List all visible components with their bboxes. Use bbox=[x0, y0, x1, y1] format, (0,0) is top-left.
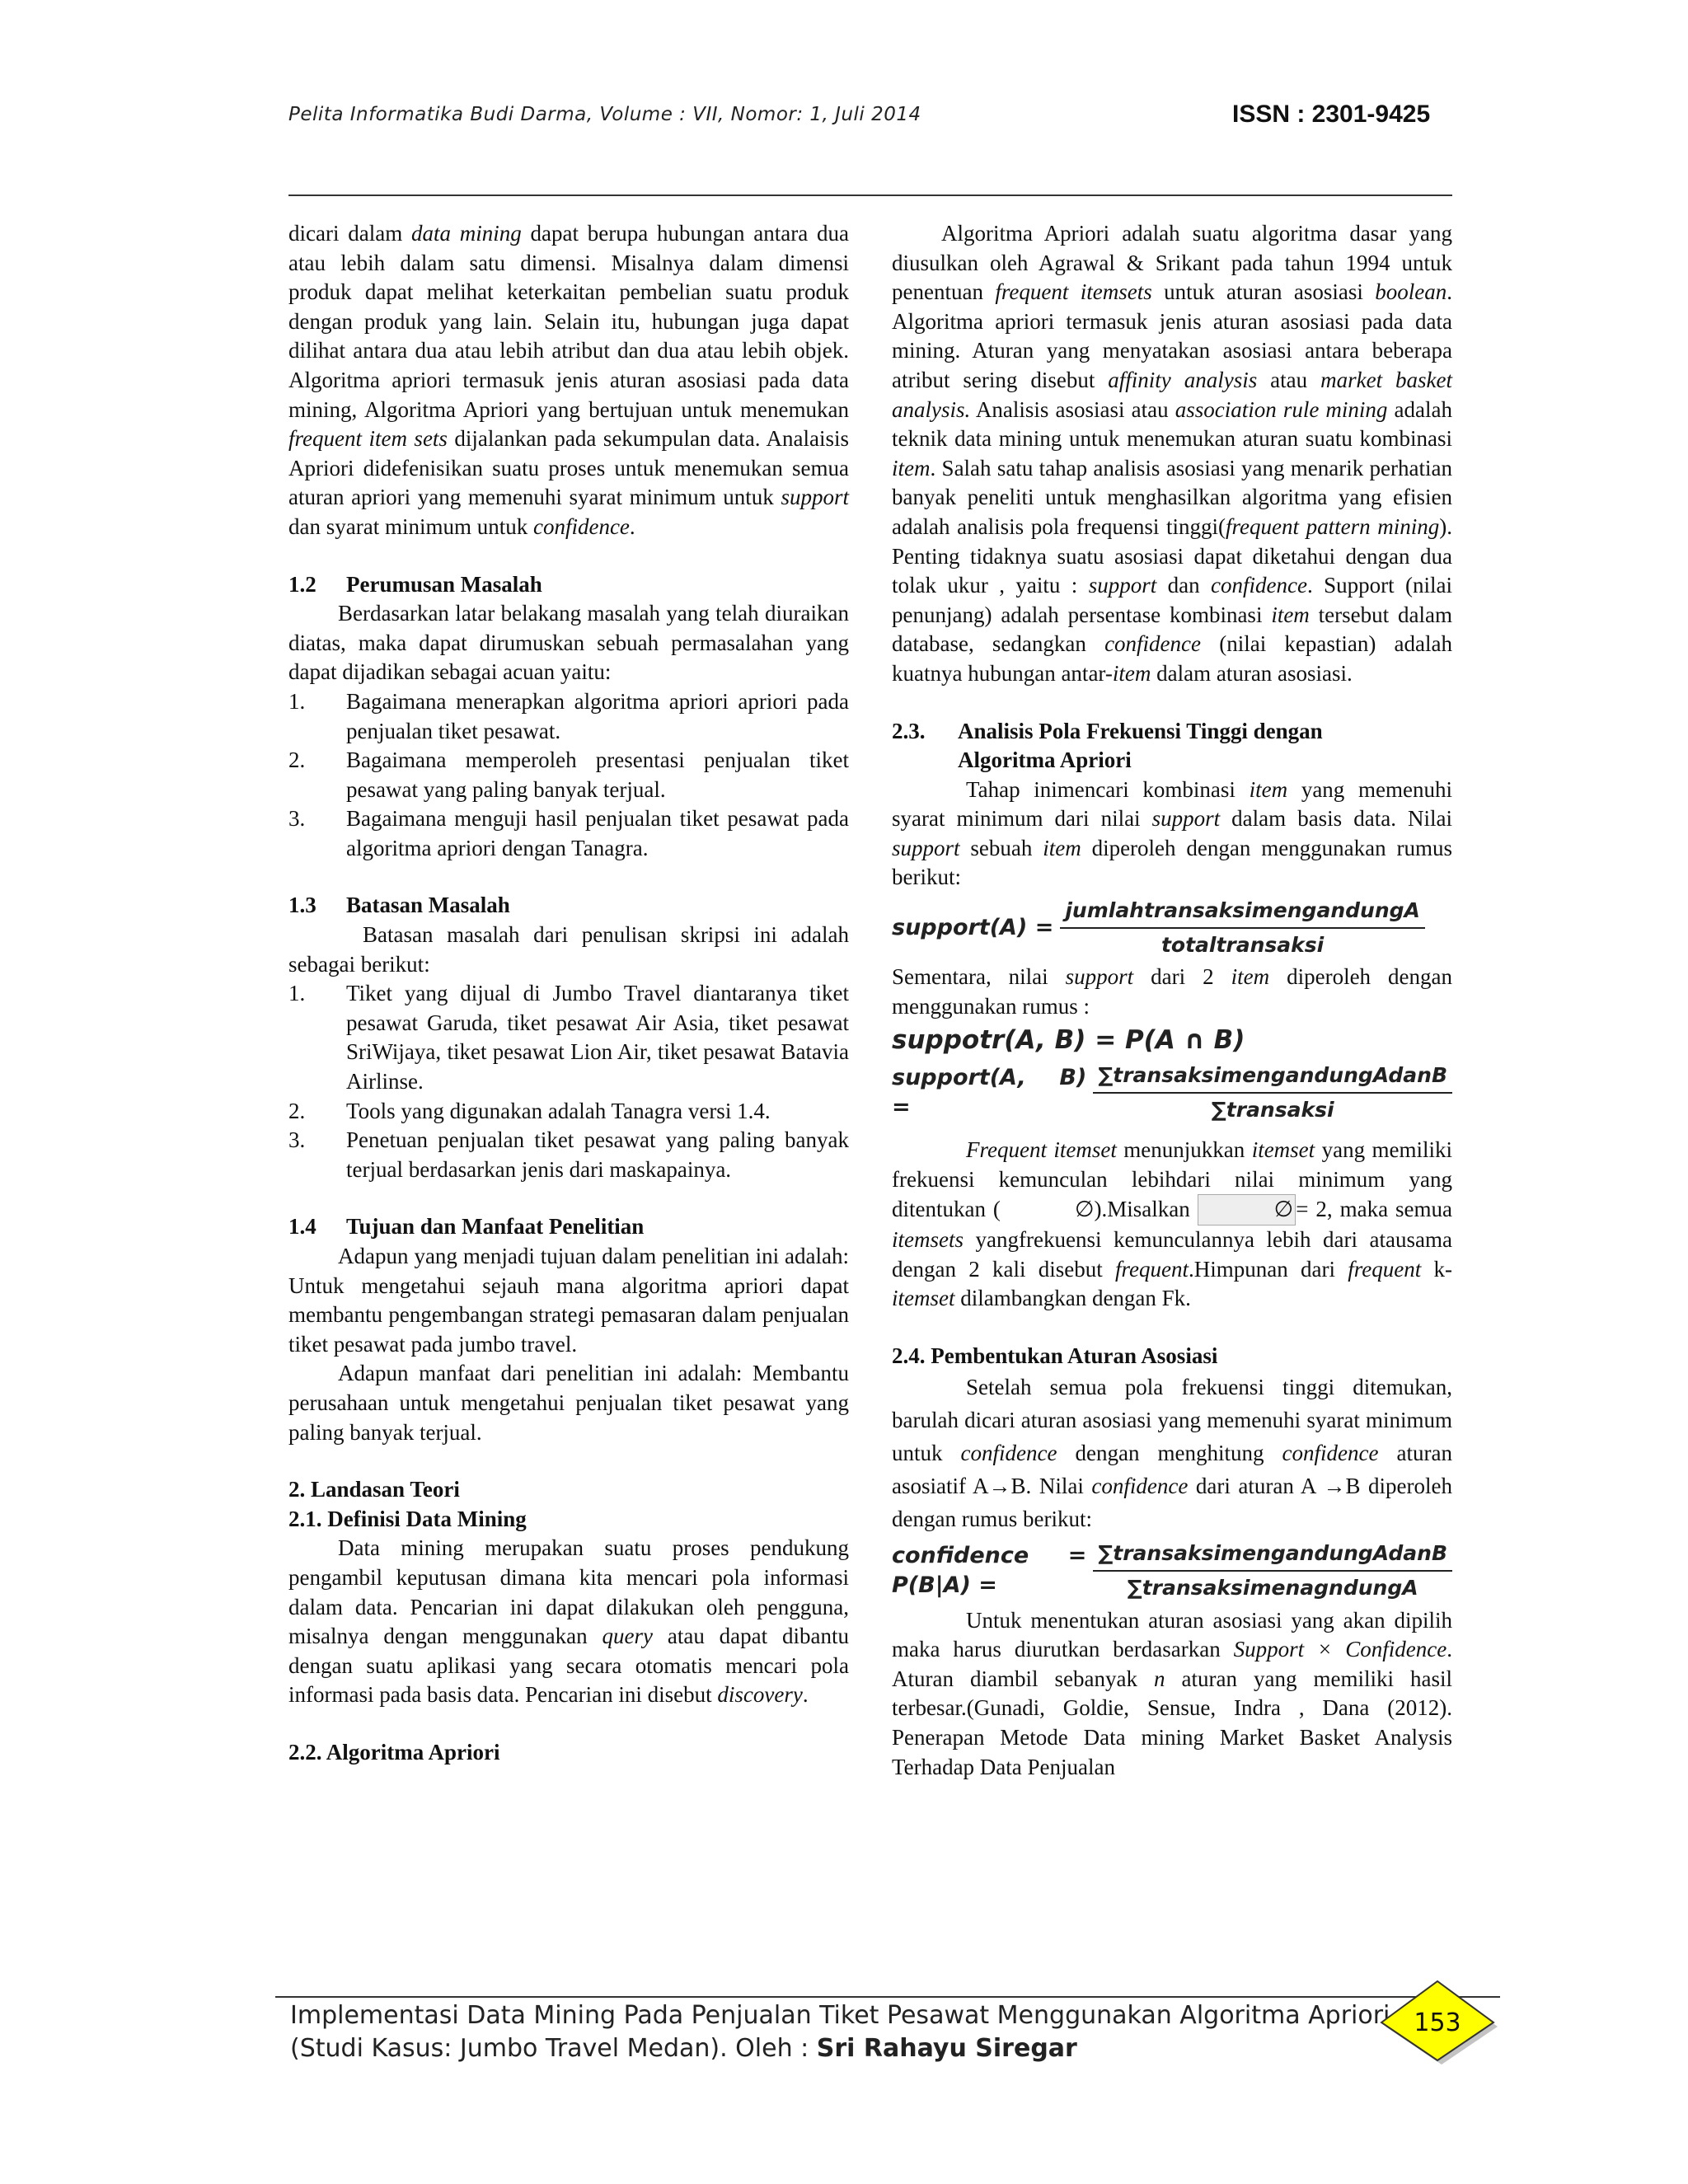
footer-rule bbox=[275, 1996, 1500, 1998]
section-1-2-intro: Berdasarkan latar belakang masalah yang telah diuraikan diatas, maka dapat dirumuskan sebuah permasalahan yang dapat dijadikan sebagai acuan yaitu: bbox=[288, 601, 849, 685]
list-item: 3. Bagaimana menguji hasil penjualan tiket pesawat pada algoritma apriori dengan Tanagra. bbox=[288, 806, 849, 860]
section-2-4-rule-paragraph: Untuk menentukan aturan asosiasi yang akan dipilih maka harus diurutkan berdasarkan Support × Confidence. Aturan diambil sebanyak n aturan yang memiliki hasil terbesar.(Gunadi, Goldie, Sensue, Indra , Dana (2012). Penerapan Metode Data mining Market Basket Analysis Terhadap Data Penjualan bbox=[892, 1607, 1452, 1779]
page-number-badge bbox=[1372, 1975, 1503, 2065]
frequent-itemset-paragraph: Frequent itemset menunjukkan itemset yang memiliki frekuensi kemunculan lebihdari nilai minimum yang ditentukan ( ∅).Misalkan ∅ = 2, maka semua itemsets yangfrekuensi kemunculannya lebih dari atausama dengan 2 kali disebut frequent.Himpunan dari frequent k-itemset dilambangkan dengan Fk. bbox=[892, 1137, 1452, 1311]
intro-paragraph: dicari dalam data mining dapat berupa hubungan antara dua atau lebih dalam satu dimensi. Misalnya dalam dimensi produk dapat melihat keterkaitan pembelian suatu produk dengan produk yang lain. Selain itu, hubungan juga dapat dilihat antara dua atau lebih atribut dan dua atau lebih objek. Algoritma apriori termasuk jenis aturan asosiasi pada data mining, Algoritma Apriori yang bertujuan untuk menemukan frequent item sets dijalankan pada sekumpulan data. Analaisis Apriori didefenisikan suatu proses untuk menemukan semua aturan apriori yang memenuhi syarat minimum untuk support dan syarat minimum untuk confidence. bbox=[288, 221, 849, 539]
section-1-3-list bbox=[288, 979, 849, 1184]
issn-label: ISSN : 2301-9425 bbox=[1232, 101, 1431, 128]
list-item: 1. Tiket yang dijual di Jumbo Travel diantaranya tiket pesawat Garuda, tiket pesawat Air Asia, tiket pesawat SriWijaya, tiket pesawat Lion Air, tiket pesawat Batavia Airlinse. bbox=[288, 981, 849, 1094]
support-ab-probability-formula: suppotr(A, B) = P(A ∩ B) bbox=[892, 1025, 1245, 1056]
list-item: 3. Penetuan penjualan tiket pesawat yang paling banyak terjual berdasarkan jenis dari maskapainya. bbox=[288, 1127, 849, 1182]
section-1-2-list bbox=[288, 687, 849, 864]
apriori-paragraph: Algoritma Apriori adalah suatu algoritma dasar yang diusulkan oleh Agrawal & Srikant pada tahun 1994 untuk penentuan frequent itemsets untuk aturan asosiasi boolean. Algoritma apriori termasuk jenis aturan asosiasi pada data mining. Aturan yang menyatakan asosiasi antara beberapa atribut sering disebut affinity analysis atau market basket analysis. Analisis asosiasi atau association rule mining adalah teknik data mining untuk menemukan aturan suatu kombinasi item. Salah satu tahap analisis asosiasi yang menarik perhatian banyak peneliti untuk menghasilkan algoritma yang efisien adalah analisis pola frequensi tinggi(frequent pattern mining). Penting tidaknya suatu asosiasi dapat diketahui dengan dua tolak ukur , yaitu : support dan confidence. Support (nilai penunjang) adalah persentase kombinasi item tersebut dalam database, sedangkan confidence (nilai kepastian) adalah kuatnya hubungan antar-item dalam aturan asosiasi. bbox=[892, 221, 1453, 686]
section-heading-1-3: 1.3 Batasan Masalah bbox=[288, 893, 510, 918]
footer-author: Sri Rahayu Siregar bbox=[816, 2034, 1077, 2063]
section-heading-2-1: 2.1. Definisi Data Mining bbox=[288, 1506, 527, 1531]
support-formula: support(A) = $\frac{\text{jumlahtransaksimengandungA}}{\text{totaltransaksi}}$ bbox=[892, 896, 1452, 959]
list-item: 1. Bagaimana menerapkan algoritma apriori apriori pada penjualan tiket pesawat. bbox=[288, 688, 849, 743]
support-two-items-text: Sementara, nilai support dari 2 item diperoleh dengan menggunakan rumus : bbox=[892, 964, 1452, 1019]
arrow-icon: → bbox=[1323, 1474, 1346, 1499]
section-heading-2-2: 2.2. Algoritma Apriori bbox=[288, 1739, 500, 1765]
empty-set-symbol: ∅ bbox=[1074, 1197, 1095, 1223]
support-ab-formula: support(A, B) = $\frac{\text{∑transaksimengandungAdanB}}{\text{∑transaksi}}$ bbox=[892, 1061, 1452, 1124]
section-2-1-paragraph: Data mining merupakan suatu proses pendukung pengambil keputusan dimana kita mencari pola informasi dalam data. Pencarian ini dapat dilakukan oleh pengguna, misalnya dengan menggunakan query atau dapat dibantu dengan suatu aplikasi yang secara otomatis mencari pola informasi pada basis data. Pencarian ini disebut discovery. bbox=[288, 1535, 849, 1708]
list-item: 2. Bagaimana memperoleh presentasi penjualan tiket pesawat yang paling banyak terjual. bbox=[288, 748, 849, 802]
arrow-icon: → bbox=[988, 1474, 1011, 1499]
confidence-formula: confidence = P(B|A) = $\frac{\text{∑transaksimengandungAdanB}}{\text{∑transaksimenagndungA}}$ bbox=[892, 1539, 1452, 1602]
empty-set-symbol: ∅ bbox=[1198, 1194, 1296, 1226]
header-rule bbox=[288, 194, 1452, 196]
section-1-4-paragraph: Adapun yang menjadi tujuan dalam penelitian ini adalah: Untuk mengetahui sejauh mana algoritma apriori dapat membantu pengembangan strategi pemasaran dalam penjualan tiket pesawat pada jumbo travel. bbox=[288, 1244, 849, 1357]
section-heading-1-4: 1.4 Tujuan dan Manfaat Penelitian bbox=[288, 1214, 645, 1240]
section-heading-2: 2. Landasan Teori bbox=[288, 1477, 460, 1502]
section-1-4-paragraph: Adapun manfaat dari penelitian ini adalah: Membantu perusahaan untuk mengetahui penjualan tiket pesawat yang paling banyak terjual. bbox=[288, 1361, 849, 1445]
section-2-3-paragraph: Tahap inimencari kombinasi item yang memenuhi syarat minimum dari nilai support dalam basis data. Nilai support sebuah item diperoleh dengan menggunakan rumus berikut: bbox=[892, 776, 1452, 890]
list-item: 2. Tools yang digunakan adalah Tanagra versi 1.4. bbox=[288, 1098, 771, 1123]
right-column bbox=[892, 219, 1452, 1782]
section-heading-2-4: 2.4. Pembentukan Aturan Asosiasi bbox=[892, 1343, 1218, 1368]
section-1-3-intro: Batasan masalah dari penulisan skripsi ini adalah sebagai berikut: bbox=[288, 922, 849, 977]
section-heading-2-3: 2.3. Analisis Pola Frekuensi Tinggi dengan Algoritma Apriori bbox=[892, 718, 1323, 773]
footer-title: Implementasi Data Mining Pada Penjualan Tiket Pesawat Menggunakan Algoritma Apriori bbox=[290, 2001, 1390, 2030]
left-column bbox=[288, 219, 849, 1768]
page-number: 153 bbox=[1414, 2008, 1461, 2037]
section-2-4-paragraph: Setelah semua pola frekuensi tinggi ditemukan, barulah dicari aturan asosiasi yang memenuhi syarat minimum untuk confidence dengan menghitung confidence aturan asosiatif A→B. Nilai confidence dari aturan A →B diperoleh dengan rumus berikut: bbox=[892, 1375, 1452, 1532]
journal-header: Pelita Informatika Budi Darma, Volume : VII, Nomor: 1, Juli 2014 bbox=[288, 104, 921, 125]
section-heading-1-2: 1.2 Perumusan Masalah bbox=[288, 571, 542, 597]
footer-subtitle: (Studi Kasus: Jumbo Travel Medan). Oleh : Sri Rahayu Siregar bbox=[290, 2034, 1077, 2063]
